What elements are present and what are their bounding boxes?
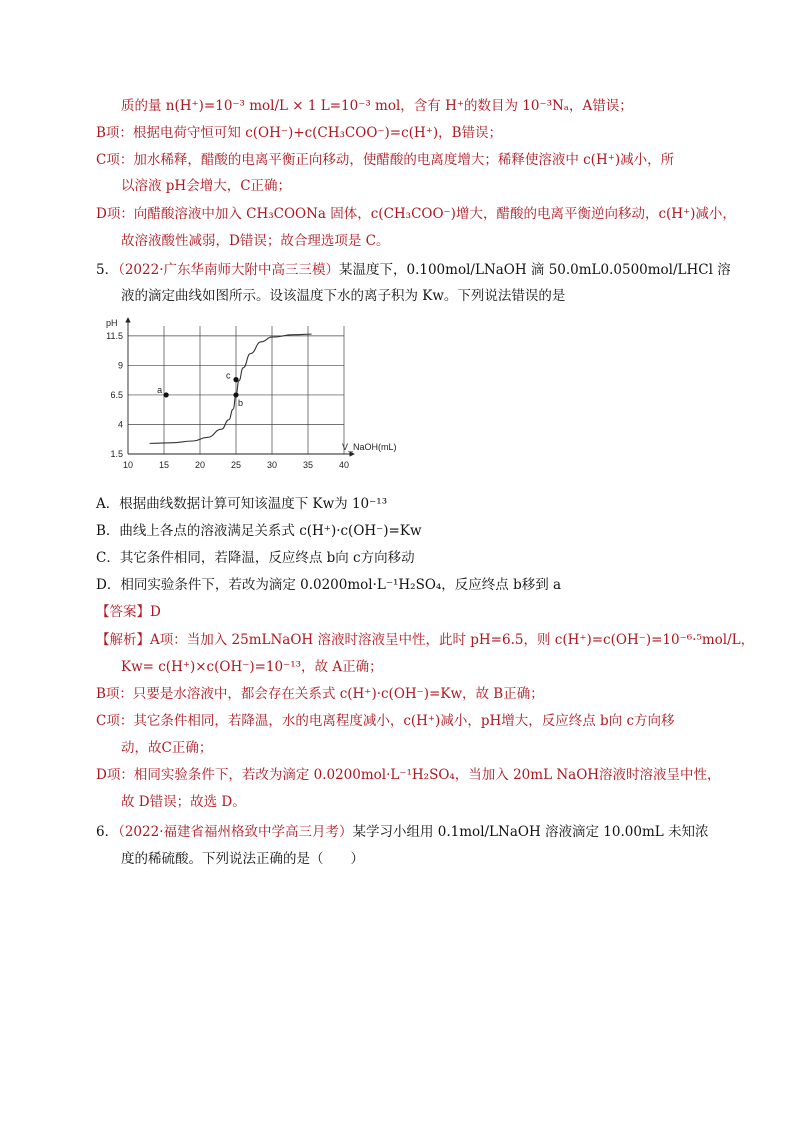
q5-analysis-7: 故 D错误；故选 D。 bbox=[121, 794, 246, 810]
prev-answer-d1: D项：向醋酸溶液中加入 CH₃COONa 固体，c(CH₃COO⁻)增大，醋酸的电离平衡逆向移动，c(H⁺)减小， bbox=[96, 206, 736, 222]
point-label-b: b bbox=[238, 397, 244, 408]
x-tick-label: 30 bbox=[266, 460, 278, 470]
y-tick-label: 4 bbox=[117, 419, 123, 430]
x-tick-label: 40 bbox=[338, 460, 350, 470]
q5-analysis-2: Kw= c(H⁺)×c(OH⁻)=10⁻¹³，故 A正确； bbox=[121, 659, 383, 675]
q5-analysis-1 bbox=[96, 630, 754, 650]
q5-number: 5． bbox=[96, 262, 119, 278]
prev-answer-b: B项：根据电荷守恒可知 c(OH⁻)+c(CH₃COO⁻)=c(H⁺)，B错误； bbox=[96, 125, 503, 141]
point-a bbox=[164, 392, 169, 397]
prev-answer-d2: 故溶液酸性减弱，D错误；故合理选项是 C。 bbox=[121, 233, 390, 249]
q5-source: （2022·广东华南师大附中高三三模） bbox=[118, 262, 339, 278]
analysis-a1: A项：当加入 25mLNaOH 溶液时溶液呈中性，此时 pH=6.5，则 c(H⁺)=c(OH⁻)=10⁻⁶·⁵mol/L， bbox=[150, 632, 755, 648]
q5-analysis-6: D项：相同实验条件下，若改为滴定 0.0200mol·L⁻¹H₂SO₄，当加入 20mL NaOH溶液时溶液呈中性， bbox=[96, 767, 721, 783]
q5-stem2: 液的滴定曲线如图所示。设该温度下水的离子积为 Kw。下列说法错误的是 bbox=[121, 288, 566, 304]
y-axis-label: pH bbox=[106, 318, 118, 328]
q5-option-d: D．相同实验条件下，若改为滴定 0.0200mol·L⁻¹H₂SO₄，反应终点 b移到 a bbox=[96, 577, 562, 593]
q5-answer bbox=[96, 602, 161, 622]
point-label-a: a bbox=[157, 384, 163, 395]
q5-analysis-3: B项：只要是水溶液中，都会存在关系式 c(H⁺)·c(OH⁻)=Kw，故 B正确； bbox=[96, 686, 544, 702]
answer-value: D bbox=[150, 604, 161, 620]
q5-stem1: 某温度下，0.100mol/LNaOH 滴 50.0mL0.0500mol/LHCl 溶 bbox=[339, 262, 731, 278]
x-tick-label: 20 bbox=[194, 460, 206, 470]
point-label-c: c bbox=[226, 370, 231, 381]
q5-analysis-4: C项：其它条件相同，若降温，水的电离程度减小，c(H⁺)减小，pH增大，反应终点 b向 c方向移 bbox=[96, 713, 675, 729]
q6-stem2: 度的稀硫酸。下列说法正确的是（ ） bbox=[121, 851, 364, 867]
answer-label: 【答案】 bbox=[96, 604, 150, 620]
q6-number: 6． bbox=[96, 824, 119, 840]
analysis-label: 【解析】 bbox=[96, 632, 150, 648]
x-axis-label: V_NaOH(mL) bbox=[342, 442, 397, 452]
x-tick-label: 15 bbox=[158, 460, 170, 470]
q5-line1 bbox=[96, 260, 731, 280]
chart-ticks bbox=[106, 331, 349, 470]
y-tick-label: 1.5 bbox=[110, 449, 123, 459]
point-b bbox=[233, 392, 238, 397]
q5-option-b: B．曲线上各点的溶液满足关系式 c(H⁺)·c(OH⁻)=Kw bbox=[96, 523, 422, 539]
x-tick-label: 10 bbox=[122, 460, 134, 470]
q5-option-c: C．其它条件相同，若降温，反应终点 b向 c方向移动 bbox=[96, 550, 415, 566]
y-tick-label: 11.5 bbox=[106, 330, 123, 341]
y-tick-label: 9 bbox=[117, 360, 123, 371]
q6-source: （2022·福建省福州格致中学高三月考） bbox=[118, 824, 353, 840]
y-tick-label: 6.5 bbox=[110, 389, 123, 400]
q6-stem1: 某学习小组用 0.1mol/LNaOH 溶液滴定 10.00mL 未知浓 bbox=[352, 824, 709, 840]
prev-answer-c2: 以溶液 pH会增大，C正确； bbox=[121, 178, 292, 194]
q5-analysis-5: 动，故C正确； bbox=[121, 740, 213, 756]
titration-chart bbox=[100, 312, 400, 482]
prev-answer-line1: 质的量 n(H⁺)=10⁻³ mol/L × 1 L=10⁻³ mol，含有 H⁺的数目为 10⁻³Nₐ，A错误； bbox=[121, 98, 633, 114]
point-c bbox=[233, 377, 238, 382]
titration-curve bbox=[150, 334, 312, 443]
prev-answer-c1: C项：加水稀释，醋酸的电离平衡正向移动，使醋酸的电离度增大；稀释使溶液中 c(H⁺)减小，所 bbox=[96, 152, 675, 168]
x-tick-label: 35 bbox=[302, 460, 314, 470]
q6-line1 bbox=[96, 822, 709, 842]
q5-option-a: A．根据曲线数据计算可知该温度下 Kw为 10⁻¹³ bbox=[96, 496, 388, 512]
x-tick-label: 25 bbox=[230, 460, 242, 470]
